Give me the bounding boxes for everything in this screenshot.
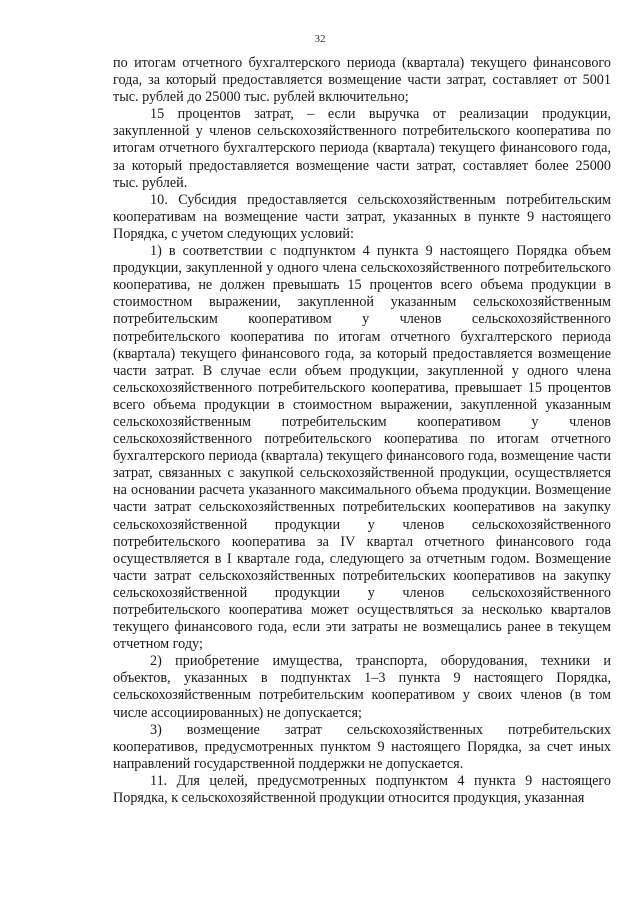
paragraph-continued: по итогам отчетного бухгалтерского периода (квартала) текущего финансового года, за который предоставляется возмещение части затрат, составляет от 5001 тыс. рублей до 25000 тыс. рублей включительно; xyxy=(113,55,611,106)
paragraph-subpoint-1: 1) в соответствии с подпунктом 4 пункта 9 настоящего Порядка объем продукции, закупленной у одного члена сельскохозяйственного потребительского кооператива, не должен превышать 15 процентов всего объема продукции в стоимостном выражении, закупленной указанным сельскохозяйственным потребительским кооперативом у членов сельскохозяйственного потребительского кооператива по итогам отчетного бухгалтерского периода (квартала) текущего финансового года, за который предоставляется возмещение части затрат. В случае если объем продукции, закупленной у одного члена сельскохозяйственного потребительского кооператива, превышает 15 процентов всего объема продукции в стоимостном выражении, закупленной указанным сельскохозяйственным потребительским кооперативом у членов сельскохозяйственного потребительского кооператива по итогам отчетного бухгалтерского периода (квартала) текущего финансового года, возмещение части затрат, связанных с закупкой сельскохозяйственной продукции, осуществляется на основании расчета указанного максимального объема продукции. Возмещение части затрат сельскохозяйственных потребительских кооперативов на закупку сельскохозяйственной продукции у членов сельскохозяйственного потребительского кооператива за IV квартал отчетного финансового года осуществляется в I квартале года, следующего за отчетным годом. Возмещение части затрат сельскохозяйственных потребительских кооперативов на закупку сельскохозяйственной продукции у членов сельскохозяйственного потребительского кооператива может осуществляться за несколько кварталов текущего финансового года, если эти затраты не возмещались ранее в текущем отчетном году; xyxy=(113,243,611,653)
paragraph-point-11: 11. Для целей, предусмотренных подпунктом 4 пункта 9 настоящего Порядка, к сельскохозяйственной продукции относится продукция, указанная xyxy=(113,772,611,807)
paragraph: 15 процентов затрат, – если выручка от реализации продукции, закупленной у членов сельскохозяйственного потребительского кооператива по итогам отчетного бухгалтерского периода (квартала) текущего финансового года, за который предоставляется возмещение части затрат, составляет более 25000 тыс. рублей. xyxy=(113,106,611,191)
document-body xyxy=(113,55,611,807)
page-number: 32 xyxy=(314,33,326,45)
paragraph-subpoint-2: 2) приобретение имущества, транспорта, оборудования, техники и объектов, указанных в подпунктах 1–3 пункта 9 настоящего Порядка, сельскохозяйственным потребительским кооперативом у своих членов (в том числе ассоциированных) не допускается; xyxy=(113,653,611,721)
paragraph-point-10: 10. Субсидия предоставляется сельскохозяйственным потребительским кооперативам на возмещение части затрат, указанных в пункте 9 настоящего Порядка, с учетом следующих условий: xyxy=(113,191,611,242)
paragraph-subpoint-3: 3) возмещение затрат сельскохозяйственных потребительских кооперативов, предусмотренных пунктом 9 настоящего Порядка, за счет иных направлений государственной поддержки не допускается. xyxy=(113,721,611,772)
